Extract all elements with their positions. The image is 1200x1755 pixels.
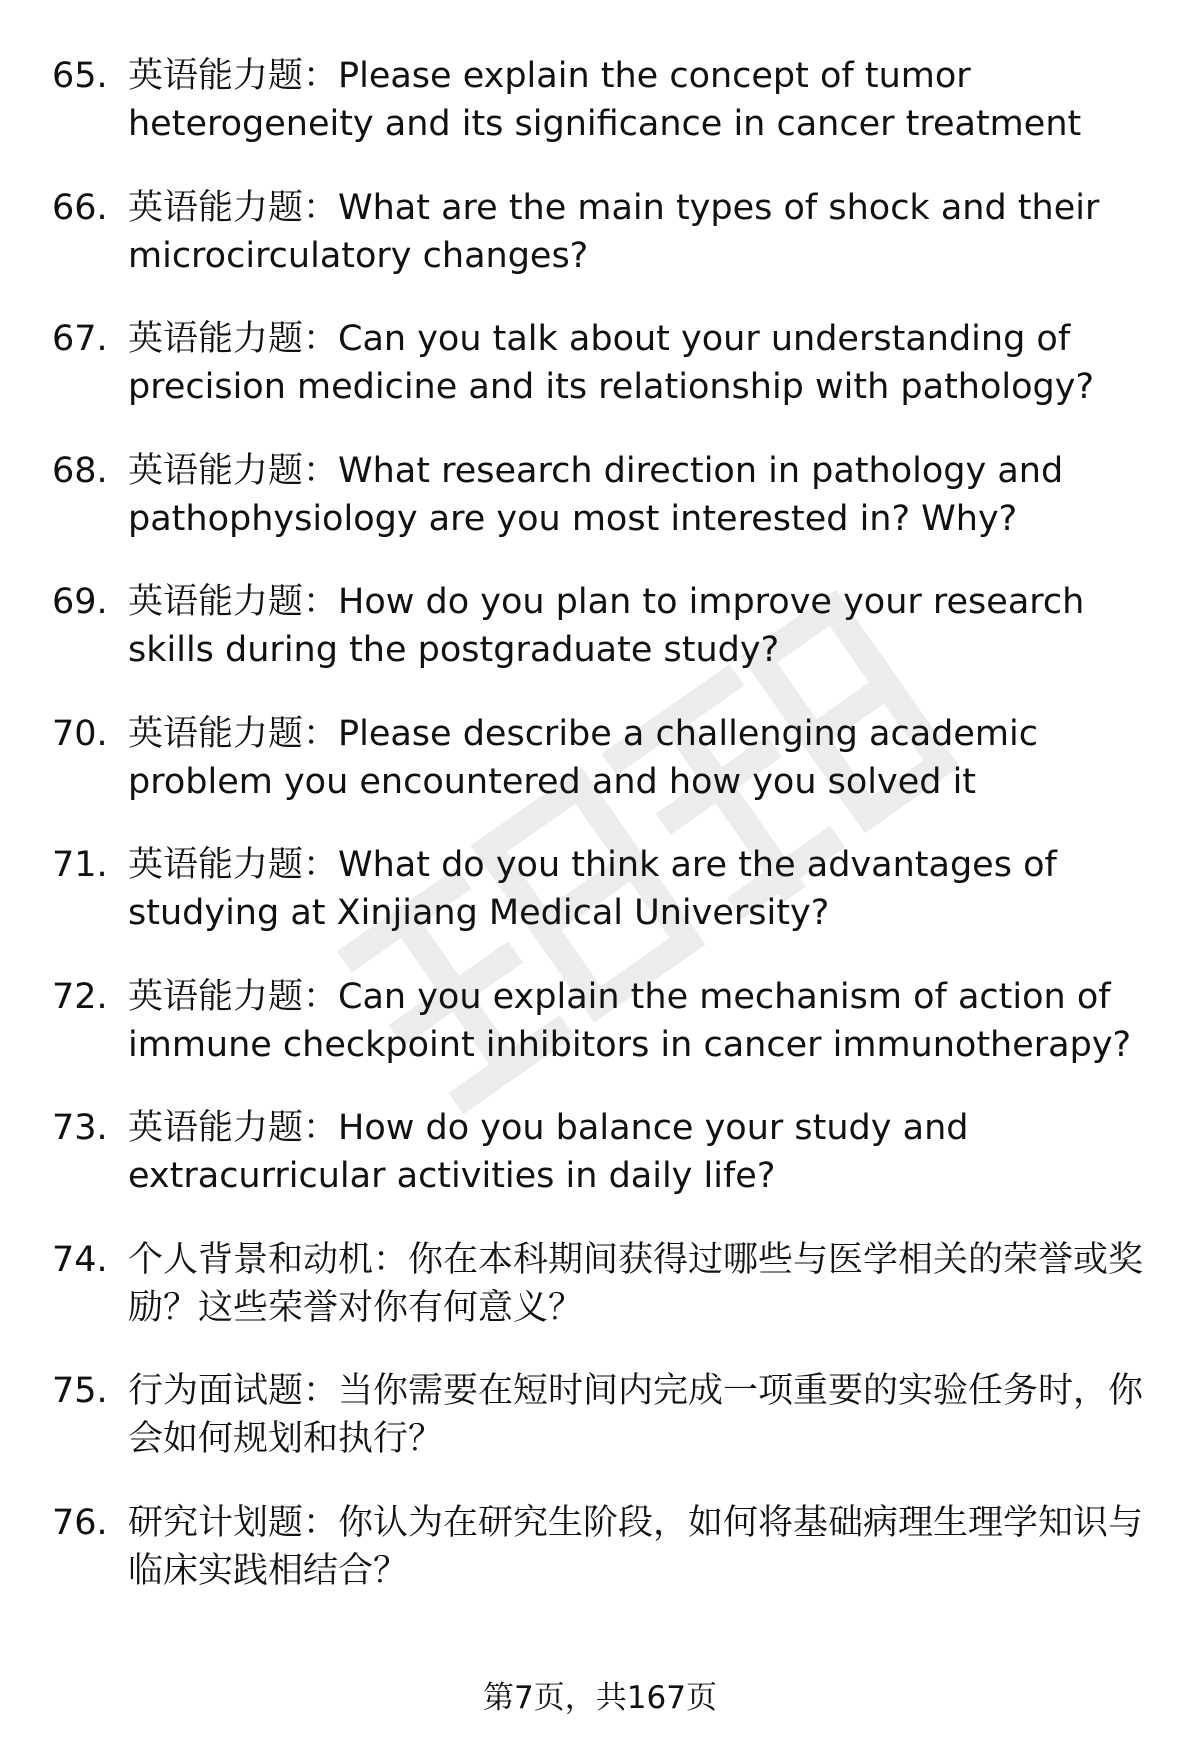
question-item-71	[0, 841, 1200, 973]
question-text: 英语能力题：How do you plan to improve your research skills during the postgraduate study?	[128, 582, 1085, 670]
question-number: 66.	[52, 187, 108, 228]
question-number: 65.	[52, 56, 108, 96]
question-number: 73.	[52, 1108, 108, 1148]
question-item-69	[0, 578, 1200, 710]
question-item-68	[0, 447, 1200, 579]
question-number: 68.	[52, 450, 108, 491]
question-number: 74.	[52, 1239, 108, 1280]
question-number: 75.	[52, 1371, 108, 1411]
question-text: 英语能力题：What research direction in pathology and pathophysiology are you most interested in? Why?	[128, 450, 1064, 539]
question-number: 67.	[52, 319, 108, 359]
question-item-67	[0, 315, 1200, 447]
question-item-72	[0, 973, 1200, 1105]
question-text: 行为面试题：当你需要在短时间内完成一项重要的实验任务时，你会如何规划和执行？	[128, 1371, 1144, 1459]
question-text: 研究计划题：你认为在研究生阶段，如何将基础病理生理学知识与临床实践相结合？	[128, 1502, 1144, 1591]
question-number: 71.	[52, 845, 108, 885]
question-number: 69.	[52, 582, 108, 622]
question-text: 英语能力题：Can you talk about your understanding of precision medicine and its relationship with pathology?	[128, 319, 1095, 407]
question-number: 76.	[52, 1502, 108, 1543]
question-item-66	[0, 184, 1200, 316]
question-text: 英语能力题：Please explain the concept of tumor heterogeneity and its significance in cancer treatment	[128, 56, 1082, 144]
question-item-75	[0, 1367, 1200, 1499]
question-item-73	[0, 1104, 1200, 1236]
page-footer	[0, 1678, 1200, 1718]
question-number: 70.	[52, 713, 108, 754]
question-item-65	[0, 52, 1200, 184]
question-text: 英语能力题：What are the main types of shock and their microcirculatory changes?	[128, 187, 1100, 276]
question-number: 72.	[52, 976, 108, 1017]
page-number-label: 第7页，共167页	[483, 1680, 717, 1716]
question-list	[0, 52, 1200, 1630]
question-text: 英语能力题：How do you balance your study and extracurricular activities in daily life?	[128, 1108, 969, 1196]
question-text: 英语能力题：Can you explain the mechanism of action of immune checkpoint inhibitors in cancer immunotherapy?	[128, 976, 1132, 1065]
question-text: 英语能力题：What do you think are the advantages of studying at Xinjiang Medical University?	[128, 845, 1057, 933]
question-text: 个人背景和动机：你在本科期间获得过哪些与医学相关的荣誉或奖励？这些荣誉对你有何意义？	[128, 1239, 1144, 1328]
question-item-70	[0, 710, 1200, 842]
question-item-74	[0, 1236, 1200, 1368]
question-item-76	[0, 1499, 1200, 1631]
question-text: 英语能力题：Please describe a challenging academic problem you encountered and how you solved it	[128, 713, 1038, 802]
